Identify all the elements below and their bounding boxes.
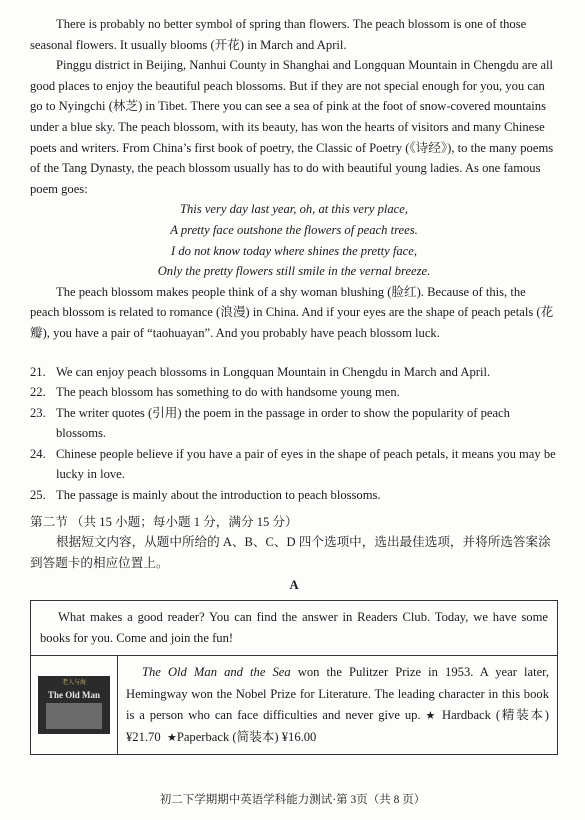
question-text: Chinese people believe if you have a pair of eyes in the shape of peach petals, it means you may be lucky in love. <box>56 446 556 482</box>
question-item <box>30 485 558 506</box>
section-heading: 第二节 （共 15 小题；每小题 1 分，满分 15 分） <box>30 514 298 529</box>
question-item <box>30 403 558 444</box>
poem-line: I do not know today where shines the pretty face, <box>171 243 417 258</box>
book-description-text <box>126 662 549 748</box>
paperback-price: Paperback (简装本) ¥16.00 <box>176 729 317 744</box>
book-description <box>118 656 557 754</box>
spacer <box>30 344 558 362</box>
paragraph-1: There is probably no better symbol of spring than flowers. The peach blossom is one of those seasonal flowers. It usually blooms (开花) in March and April. <box>30 17 527 52</box>
question-text: We can enjoy peach blossoms in Longquan Mountain in Chengdu in March and April. <box>56 364 491 379</box>
question-number: 23. <box>30 405 46 420</box>
question-item <box>30 362 558 383</box>
question-text: The passage is mainly about the introduction to peach blossoms. <box>56 488 381 503</box>
book-cover-image <box>38 676 110 734</box>
cover-subtitle: 老人与海 <box>61 680 86 687</box>
book-title: The Old Man and the Sea <box>142 665 291 680</box>
box-intro: What makes a good reader? You can find the answer in Readers Club. Today, we have some books for you. Come and join the fun! <box>31 601 557 656</box>
book-text: won the Pulitzer Prize in 1953. A year later, Hemingway won the Nobel Prize for Literature. The leading character in this book is a person who can face difficulties and never give up. <box>126 665 549 723</box>
question-item <box>30 444 558 485</box>
book-cover-cell <box>31 656 118 754</box>
cover-title: The Old Man <box>47 690 100 701</box>
section-instruction: 根据短文内容，从题中所给的 A、B、C、D 四个选项中，选出最佳选项，并将所选答案涂到答题卡的相应位置上。 <box>30 535 551 570</box>
passage-label: A <box>289 578 299 593</box>
readers-club-box <box>30 600 558 755</box>
cover-art <box>46 703 102 729</box>
paragraph-3: The peach blossom makes people think of a shy woman blushing (脸红). Because of this, the peach blossom is related to romance (浪漫) in China. And if your eyes are the shape of peach petals (花瓣), you have a pair of “taohuayan”. And you probably have peach blossom luck. <box>30 284 554 340</box>
question-number: 21. <box>30 364 46 379</box>
star-icon: ★ <box>166 730 177 744</box>
star-icon: ★ <box>425 709 438 723</box>
exam-page <box>30 14 558 755</box>
poem-line: A pretty face outshone the flowers of peach trees. <box>170 222 418 237</box>
question-number: 25. <box>30 488 46 503</box>
poem-line: Only the pretty flowers still smile in the vernal breeze. <box>157 264 431 279</box>
question-number: 24. <box>30 446 46 461</box>
question-number: 22. <box>30 385 46 400</box>
question-list <box>30 362 558 506</box>
poem <box>30 199 558 281</box>
poem-line: This very day last year, oh, at this very place, <box>179 202 409 217</box>
book-row <box>31 656 557 754</box>
question-text: The peach blossom has something to do with handsome young men. <box>56 385 400 400</box>
page-footer: 初二下学期期中英语学科能力测试·第 3页（共 8 页） <box>159 794 426 806</box>
hardback-price: Hardback (精装本) ¥21.70 <box>126 708 549 744</box>
question-item <box>30 382 558 403</box>
question-text: The writer quotes (引用) the poem in the passage in order to show the popularity of peach blossoms. <box>56 405 510 441</box>
paragraph-2: Pinggu district in Beijing, Nanhui County in Shanghai and Longquan Mountain in Chengdu are all good places to enjoy the beautiful peach blossoms. But if they are not special enough for you, you can go to Nyingchi (林芝) in Tibet. There you can see a sea of pink at the foot of snow-covered mountains under a blue sky. The peach blossom, with its beauty, has won the hearts of visitors and many Chinese poets and writers. From China’s first book of poetry, the Classic of Poetry (《诗经》), to the many poems of the Tang Dynasty, the peach blossom usually has to do with beautiful young ladies. As one famous poem goes: <box>30 58 554 196</box>
